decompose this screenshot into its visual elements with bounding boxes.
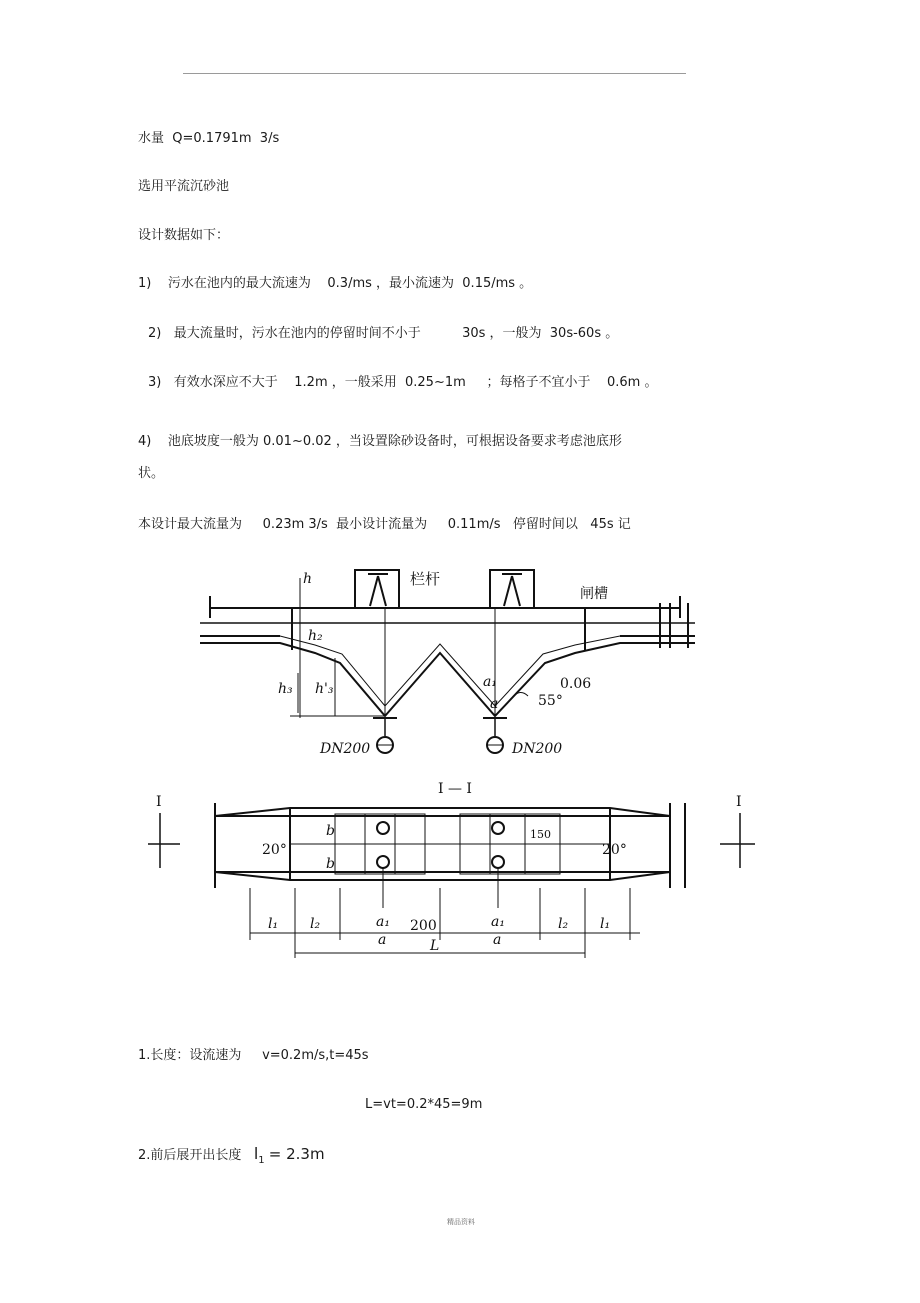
label-gate-slot: 闸槽 [580,586,608,602]
label-b1: b [326,823,335,839]
dim-200: 200 [410,918,437,934]
label-pipe-left: DN200 [320,741,371,757]
step-1-length: 1.长度：设流速为 v=0.2m/s,t=45s [138,1048,369,1063]
dim-a1-left: a₁ [376,914,390,930]
selection-line: 选用平流沉砂池 [138,179,230,194]
label-b2: b [326,856,335,872]
step-2-value: = 2.3m [268,1145,325,1163]
label-a: a [490,696,499,712]
dim-a-left: a [378,932,387,948]
design-item-2: 2) 最大流量时，污水在池内的停留时间不小于 30s ，一般为 30s-60s 。 [148,326,619,341]
step-2-label: 2.前后展开出长度 [138,1148,242,1163]
dim-l2-right: l₂ [558,916,569,932]
page-footer: 精品资料 [447,1218,475,1226]
label-angle-55: 55° [538,693,563,709]
step-2-subscript: 1 [258,1155,265,1166]
label-a1: a₁ [483,674,497,690]
label-slope: 0.06 [560,676,592,692]
dim-a1-right: a₁ [491,914,505,930]
label-section-mark-right: I [736,794,742,810]
label-h1: h [303,571,313,587]
label-section: I — I [438,781,472,797]
label-pipe-right: DN200 [512,741,563,757]
label-section-mark-left: I [156,794,162,810]
label-h3-prime: h'₃ [315,681,334,697]
design-data-heading: 设计数据如下： [138,228,230,243]
design-flow-line: 本设计最大流量为 0.23m 3/s 最小设计流量为 0.11m/s 停留时间以 45s 记 [138,517,631,532]
label-h3: h₃ [278,681,293,697]
flow-rate-line: 水量 Q=0.1791m 3/s [138,131,280,146]
dim-l1-left: l₁ [268,916,279,932]
dim-L: L [430,938,440,954]
step-2-expansion [138,1145,325,1170]
grit-chamber-drawing [140,548,780,988]
step-2-symbol: l [253,1144,259,1163]
label-150: 150 [530,828,551,841]
design-item-3: 3) 有效水深应不大于 1.2m ，一般采用 0.25~1m ；每格子不宜小于 0.6m 。 [148,375,658,390]
label-railing: 栏杆 [410,570,441,588]
dim-a-right: a [493,932,502,948]
label-angle-right: 20° [602,842,627,858]
design-item-1: 1) 污水在池内的最大流速为 0.3/ms ，最小流速为 0.15/ms 。 [138,276,533,291]
dim-l1-right: l₁ [600,916,611,932]
formula-length: L=vt=0.2*45=9m [365,1097,483,1112]
label-angle-left: 20° [262,842,287,858]
dim-l2-left: l₂ [310,916,321,932]
design-item-4-line2: 状。 [138,466,165,481]
design-item-4-line1: 4) 池底坡度一般为 0.01~0.02 ，当设置除砂设备时，可根据设备要求考虑池底形 [138,434,622,449]
label-h2: h₂ [308,628,323,644]
header-rule [183,73,686,74]
